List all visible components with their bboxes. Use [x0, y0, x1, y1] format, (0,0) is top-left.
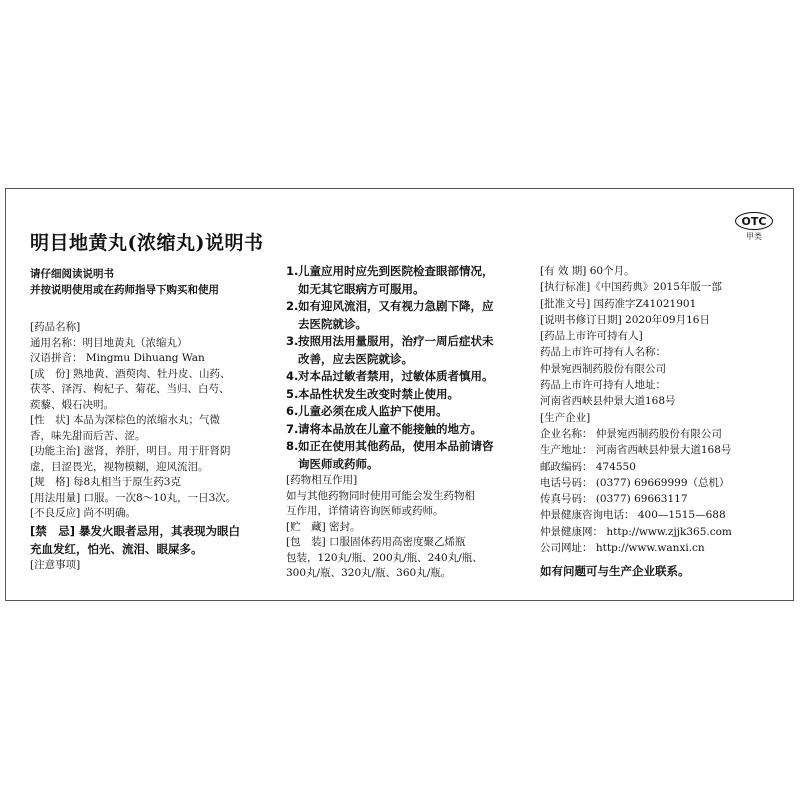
precaution-text: 如正在使用其他药品，使用本品前请咨	[298, 439, 494, 453]
precaution-number: 3.	[286, 334, 299, 348]
info-line: [批准文号] 国药准字Z41021901	[540, 297, 697, 310]
package-line: 包装，120丸/瓶、200丸/瓶、240丸/瓶、	[286, 551, 483, 564]
info-line: [药品上市许可持有人]	[540, 330, 643, 343]
info-line: 药品上市许可持有人名称：	[540, 346, 666, 359]
info-line: 药品上市许可持有人地址：	[540, 379, 666, 392]
notice-line: 请仔细阅读说明书	[30, 268, 114, 280]
precaution-text: 请将本品放在儿童不能接触的地方。	[298, 421, 482, 436]
info-line: 河南省西峡县仲景大道168号	[540, 395, 676, 408]
ingredients-line: 茯苓、泽泻、枸杞子、菊花、当归、白芍、	[30, 383, 230, 395]
precaution-number: 5.	[286, 386, 299, 401]
precaution-number: 6.	[286, 404, 299, 418]
properties-line: 香，味先甜而后苦、涩。	[30, 429, 146, 442]
precaution-number: 4.	[286, 369, 299, 383]
page-title: 明目地黄丸(浓缩丸)说明书	[30, 232, 264, 254]
precaution-item	[286, 403, 536, 421]
interaction-line: 互作用，详情请咨询医师或药师。	[286, 505, 444, 517]
otc-logo: OTC	[735, 212, 773, 230]
otc-badge	[734, 212, 774, 240]
interaction-line: 如与其他药物同时使用可能会发生药物相	[286, 489, 475, 502]
precaution-text: 去医院就诊。	[298, 316, 367, 331]
adverse-line: [不良反应] 尚不明确。	[30, 507, 137, 519]
precaution-text: 本品性状发生改变时禁止使用。	[298, 386, 459, 401]
precaution-text: 儿童必须在成人监护下使用。	[298, 404, 448, 418]
precautions-heading: [注意事项]	[30, 558, 81, 571]
package-line: [包 装] 口服固体药用高密度聚乙烯瓶	[286, 536, 466, 548]
ingredients-line: [成 份] 熟地黄、酒萸肉、牡丹皮、山药、	[30, 367, 231, 380]
info-line: 仲景宛西制药股份有限公司	[540, 362, 666, 375]
info-line: 邮政编码： 474550	[540, 460, 636, 473]
contraindication-line: [禁 忌] 暴发火眼者忌用，其表现为眼白	[30, 523, 241, 538]
precaution-item	[286, 333, 536, 368]
info-line: [有 效 期] 60个月。	[540, 265, 635, 277]
interaction-heading: [药物相互作用]	[286, 474, 358, 486]
info-line: 仲景健康网： http://www.zjjk365.com	[540, 525, 732, 538]
precaution-item	[286, 421, 536, 439]
info-line: [生产企业]	[540, 411, 591, 424]
precaution-number: 8.	[286, 439, 299, 453]
package-line: 300丸/瓶、320丸/瓶、360丸/瓶。	[286, 567, 452, 579]
precaution-list	[286, 263, 536, 473]
precaution-text: 如无其它眼病方可服用。	[298, 281, 425, 296]
precaution-text: 对本品过敏者禁用，过敏体质者慎用。	[298, 369, 494, 383]
precaution-text: 改善，应去医院就诊。	[298, 351, 413, 366]
usage-line: [用法用量] 口服。一次8～10丸，一日3次。	[30, 491, 237, 504]
contact-footer: 如有问题可与生产企业联系。	[540, 564, 690, 579]
precaution-number: 7.	[286, 421, 299, 436]
precaution-item	[286, 438, 536, 473]
info-lines	[540, 263, 785, 556]
precaution-item	[286, 263, 536, 298]
precaution-number: 1.	[286, 264, 299, 278]
precaution-text: 按照用法用量服用，治疗一周后症状未	[298, 334, 494, 348]
info-line: [执行标准]《中国药典》2015年版一部	[540, 281, 722, 294]
column-left	[30, 266, 278, 573]
ingredients-line: 蒺藜、煅石决明。	[30, 398, 114, 411]
properties-line: [性 状] 本品为深棕色的浓缩水丸；气微	[30, 414, 221, 426]
info-line: 公司网址： http://www.wanxi.cn	[540, 542, 705, 555]
pinyin-name: 汉语拼音： Mingmu Dihuang Wan	[30, 352, 205, 364]
info-line: [说明书修订日期] 2020年09月16日	[540, 313, 710, 326]
info-line: 企业名称： 仲景宛西制药股份有限公司	[540, 427, 722, 440]
contraindication-line: 充血发红，怕光、流泪、眼屎多。	[30, 541, 203, 556]
storage-line: [贮 藏] 密封。	[286, 520, 361, 533]
info-line: 电话号码： (0377) 69669999（总机）	[540, 476, 730, 489]
column-middle	[286, 263, 536, 582]
precaution-item	[286, 368, 536, 386]
precaution-text: 儿童应用时应先到医院检查眼部情况，	[298, 264, 494, 278]
info-line: 传真号码： (0377) 69663117	[540, 493, 688, 506]
precaution-number: 2.	[286, 299, 299, 313]
precaution-item	[286, 298, 536, 333]
precaution-item	[286, 386, 536, 404]
indications-line: 虚，目涩畏光，视物模糊，迎风流泪。	[30, 460, 209, 473]
notice-line: 并按说明使用或在药师指导下购买和使用	[30, 284, 219, 296]
info-line: 仲景健康咨询电话： 400—1515—688	[540, 509, 726, 522]
precaution-text: 询医师或药师。	[298, 456, 379, 471]
drug-name-heading: [药品名称]	[30, 321, 81, 333]
info-line: 生产地址： 河南省西峡县仲景大道168号	[540, 444, 732, 457]
precaution-text: 如有迎风流泪，又有视力急剧下降，应	[298, 299, 494, 313]
column-right	[540, 263, 785, 580]
common-name: 通用名称：明目地黄丸（浓缩丸）	[30, 336, 188, 349]
indications-line: [功能主治] 滋肾，养肝，明目。用于肝肾阴	[30, 445, 231, 457]
otc-category: 甲类	[746, 232, 762, 241]
spec-line: [规 格] 每8丸相当于原生药3克	[30, 476, 181, 488]
